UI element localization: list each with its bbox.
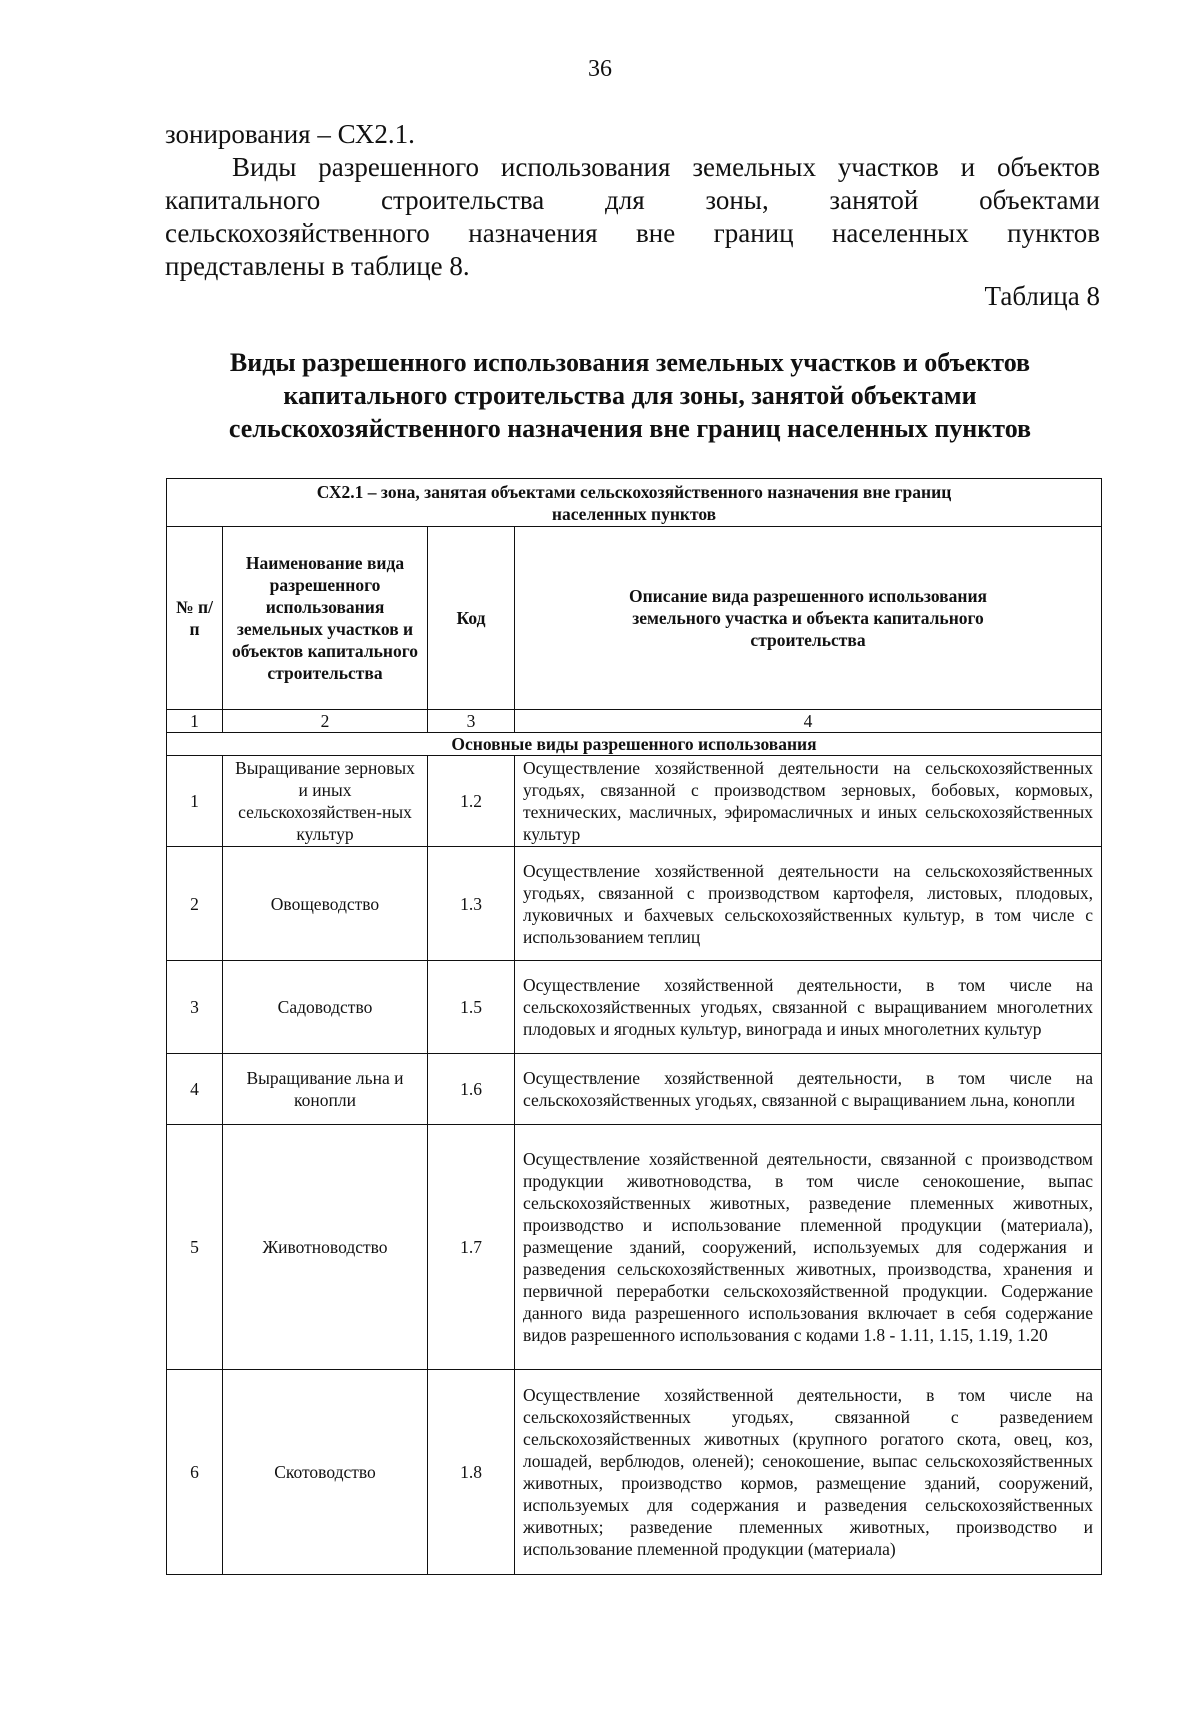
table-title: Виды разрешенного использования земельных участков и объектов капитального строительства для зоны, занятой объектами сельскохозяйственного назначения вне границ населенных пунктов: [228, 348, 1032, 443]
row-desc: Осуществление хозяйственной деятельности на сельскохозяйственных угодьях, связанной с производством зерновых, бобовых, кормовых, технических, масличных, эфиромасличных и иных сельскохозяйственных культур: [515, 756, 1102, 847]
row-code: 1.2: [428, 756, 515, 847]
col-number: 4: [515, 710, 1102, 733]
row-num: 4: [167, 1054, 223, 1125]
row-desc: Осуществление хозяйственной деятельности, в том числе на сельскохозяйственных угодьях, связанной с выращиванием льна, конопли: [515, 1054, 1102, 1125]
section-row: [167, 733, 1102, 756]
row-num: 6: [167, 1370, 223, 1575]
page-number: 36: [588, 56, 612, 82]
table-row: [167, 1370, 1102, 1575]
table-caption: Таблица 8: [984, 281, 1100, 311]
col-number: 1: [167, 710, 223, 733]
row-desc: Осуществление хозяйственной деятельности на сельскохозяйственных угодьях, связанной с производством картофеля, листовых, плодовых, луковичных и бахчевых сельскохозяйственных культур, в том числе с использованием теплиц: [515, 847, 1102, 961]
row-code: 1.5: [428, 961, 515, 1054]
section-title: Основные виды разрешенного использования: [167, 733, 1102, 756]
header-name: Наименование вида разрешенного использования земельных участков и объектов капитального строительства: [223, 527, 428, 710]
row-code: 1.7: [428, 1125, 515, 1370]
row-name: Выращивание зерновых и иных сельскохозяйствен-ных культур: [223, 756, 428, 847]
row-code: 1.8: [428, 1370, 515, 1575]
table-row: [167, 1125, 1102, 1370]
row-desc: Осуществление хозяйственной деятельности, в том числе на сельскохозяйственных угодьях, связанной с разведением сельскохозяйственных животных (крупного рогатого скота, овец, коз, лошадей, верблюдов, оленей); сенокошение, выпас сельскохозяйственных животных, производство кормов, размещение зданий, сооружений, используемых для содержания и разведения сельскохозяйственных животных; разведение племенных животных, производство и использование племенной продукции (материала): [515, 1370, 1102, 1575]
zone-header-row: [167, 479, 1102, 527]
header-desc: Описание вида разрешенного использования земельного участка и объекта капитального строительства: [515, 527, 1102, 710]
table-row: [167, 847, 1102, 961]
table-row: [167, 961, 1102, 1054]
row-num: 2: [167, 847, 223, 961]
col-number: 2: [223, 710, 428, 733]
row-name: Садоводство: [223, 961, 428, 1054]
intro-text: [165, 118, 1100, 283]
row-desc: Осуществление хозяйственной деятельности, связанной с производством продукции животноводства, в том числе сенокошение, выпас сельскохозяйственных животных, разведение племенных животных, производство и использование племенной продукции (материала), размещение зданий, сооружений, используемых для содержания и разведения сельскохозяйственных животных, производства, хранения и первичной переработки сельскохозяйственной продукции. Содержание данного вида разрешенного использования включает в себя содержание видов разрешенного использования с кодами 1.8 - 1.11, 1.15, 1.19, 1.20: [515, 1125, 1102, 1370]
intro-paragraph: Виды разрешенного использования земельных участков и объектов капитального строительства для зоны, занятой объектами сельскохозяйственного назначения вне границ населенных пунктов представлены в таблице 8.: [165, 152, 1100, 281]
zone-header: СХ2.1 – зона, занятая объектами сельскохозяйственного назначения вне границ населенных пунктов: [167, 479, 1102, 527]
row-name: Скотоводство: [223, 1370, 428, 1575]
row-name: Животноводство: [223, 1125, 428, 1370]
table-row: [167, 756, 1102, 847]
row-code: 1.3: [428, 847, 515, 961]
row-num: 3: [167, 961, 223, 1054]
header-num: № п/п: [167, 527, 223, 710]
row-desc: Осуществление хозяйственной деятельности, в том числе на сельскохозяйственных угодьях, связанной с выращиванием многолетних плодовых и ягодных культур, винограда и иных многолетних культур: [515, 961, 1102, 1054]
header-code: Код: [428, 527, 515, 710]
col-number: 3: [428, 710, 515, 733]
row-num: 5: [167, 1125, 223, 1370]
land-use-table: [166, 478, 1102, 1575]
table-row: [167, 1054, 1102, 1125]
column-header-row: [167, 527, 1102, 710]
column-number-row: [167, 710, 1102, 733]
row-name: Выращивание льна и конопли: [223, 1054, 428, 1125]
intro-first-line: зонирования – СХ2.1.: [165, 119, 415, 149]
row-name: Овощеводство: [223, 847, 428, 961]
row-code: 1.6: [428, 1054, 515, 1125]
row-num: 1: [167, 756, 223, 847]
